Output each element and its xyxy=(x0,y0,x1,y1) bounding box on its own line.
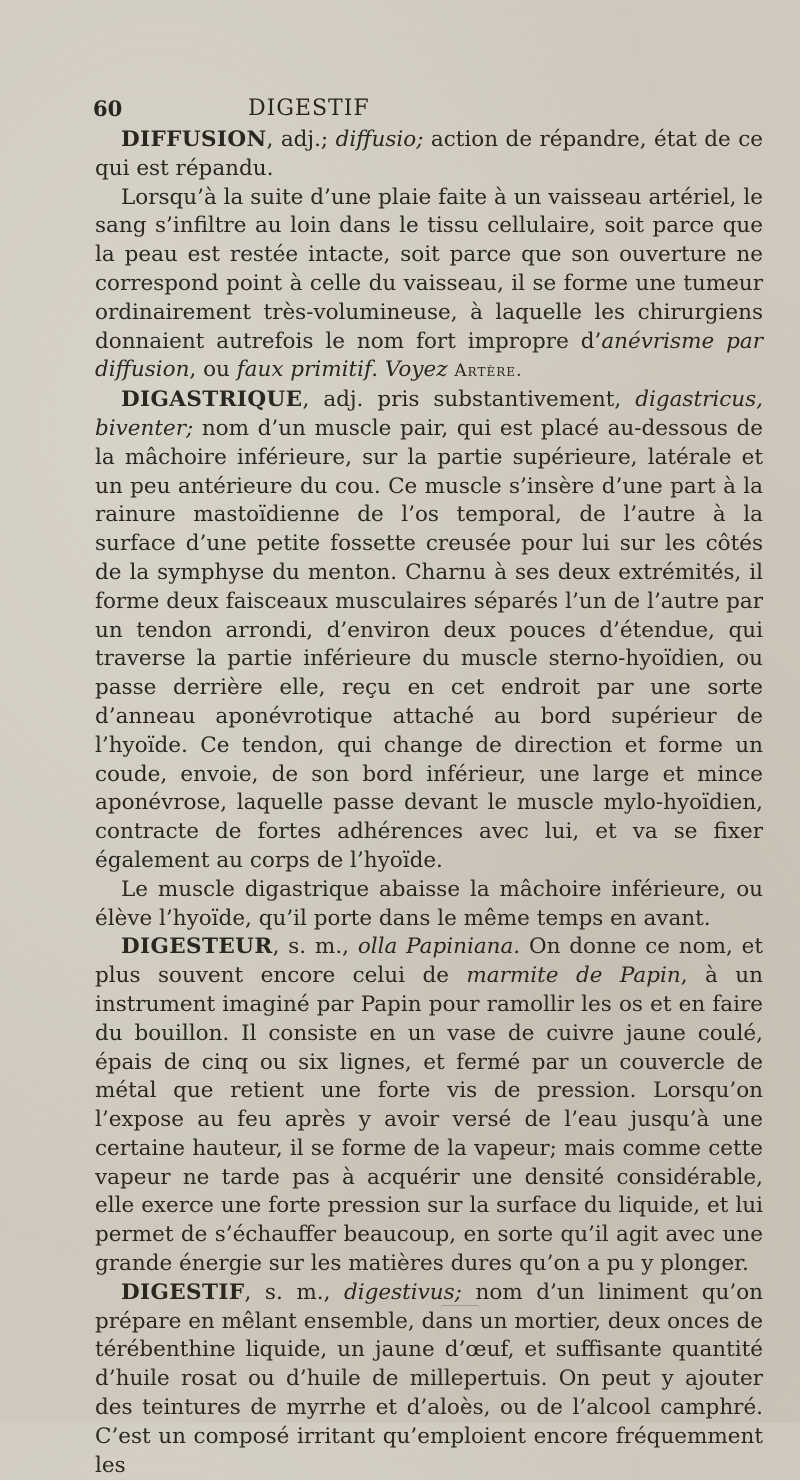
text-run: olla Papiniana. xyxy=(357,934,521,960)
text-run: Lorsqu’à la suite d’une plaie faite à un vaisseau artériel, le sang s’infiltre au loin dans le tissu cellulaire, soit parce que la peau est restée intacte, soit parce que son ouverture ne correspond point à celle du vaisseau, il se forme une tumeur ordinairement très-volumineuse, à laquelle les chirurgiens donnaient autrefois le nom fort impropre d’ xyxy=(95,184,763,354)
text-run: digestivus; xyxy=(343,1279,462,1305)
text-run: , ou xyxy=(189,357,237,383)
entry-headword: DIGESTEUR xyxy=(121,934,273,960)
running-title: DIGESTIF xyxy=(248,96,370,121)
text-run: faux primitif. Voyez xyxy=(236,357,448,383)
text-run: Artère. xyxy=(454,361,523,382)
entry-digestif xyxy=(95,1279,763,1480)
text-run: digastricus, biventer; xyxy=(95,387,763,441)
text-run: action de répandre, état de ce qui est répandu. xyxy=(95,127,764,181)
paragraph xyxy=(95,876,763,934)
running-head xyxy=(93,96,693,126)
entry-diffusion xyxy=(95,126,763,184)
text-run: , adj. pris substantivement, xyxy=(302,387,636,413)
text-run: , à un instrument imaginé par Papin pour ramollir les os et en faire du bouillon. Il consiste en un vase de cuivre jaune coulé, épais de cinq ou six lignes, et fermé par un couvercle de métal que retient une forte vis de pression. Lorsqu’on l’expose au feu après y avoir versé de l’eau jusqu’à une certaine hauteur, il se forme de la vapeur; mais comme cette vapeur ne tarde pas à acquérir une densité considérable, elle exerce une forte pression sur la surface du liquide, et lui permet de s’échauffer beaucoup, en sorte qu’il agit avec une grande énergie sur les matières dures qu’on a pu y plonger. xyxy=(95,963,763,1277)
page-number: 60 xyxy=(93,96,123,121)
text-run: , s. m., xyxy=(272,934,358,960)
text-run: anévrisme par diffusion xyxy=(95,328,764,383)
text-run: , adj.; xyxy=(266,127,336,152)
entry-headword: DIGESTIF xyxy=(121,1279,245,1305)
entry-headword: DIFFUSION xyxy=(121,127,267,152)
entry-digesteur xyxy=(95,933,763,1279)
entry-headword: DIGASTRIQUE xyxy=(121,387,303,413)
text-run: Le muscle digastrique abaisse la mâchoire inférieure, ou élève l’hyoïde, qu’il porte dans le même temps en avant. xyxy=(95,876,763,931)
text-run: diffusio; xyxy=(335,127,424,152)
dictionary-text xyxy=(95,126,763,1480)
entry-digastrique xyxy=(95,386,763,876)
text-run: nom d’un liniment qu’on prépare en mêlant ensemble, dans un mortier, deux onces de térébenthine liquide, un jaune d’œuf, et suffisante quantité d’huile rosat ou d’huile de millepertuis. On peut y ajouter des teintures de myrrhe et d’aloès, ou de l’alcool camphré. C’est un composé irritant qu’emploient encore fréquemment les xyxy=(95,1279,763,1478)
text-run: On donne ce nom, et plus souvent encore celui de xyxy=(95,934,763,989)
catchword-mark xyxy=(440,1305,480,1309)
text-run: nom d’un muscle pair, qui est placé au-dessous de la mâchoire inférieure, sur la partie supérieure, latérale et un peu antérieure du cou. Ce muscle s’insère d’une part à la rainure mastoïdienne de l’os temporal, de l’autre à la surface d’une petite fossette creusée pour lui sur les côtés de la symphyse du menton. Charnu à ses deux extrémités, il forme deux faisceaux musculaires séparés l’un de l’autre par un tendon arrondi, d’environ deux pouces d’étendue, qui traverse la partie inférieure du muscle sterno-hyoïdien, ou passe derrière elle, reçu en cet endroit par une sorte d’anneau aponévrotique attaché au bord supérieur de l’hyoïde. Ce tendon, qui change de direction et forme un coude, envoie, de son bord inférieur, une large et mince aponévrose, laquelle passe devant le muscle mylo-hyoïdien, contracte de fortes adhérences avec lui, et va se fixer également au corps de l’hyoïde. xyxy=(95,415,763,873)
text-run: marmite de Papin xyxy=(466,963,681,989)
text-run: , s. m., xyxy=(244,1279,344,1305)
paragraph xyxy=(95,184,763,387)
